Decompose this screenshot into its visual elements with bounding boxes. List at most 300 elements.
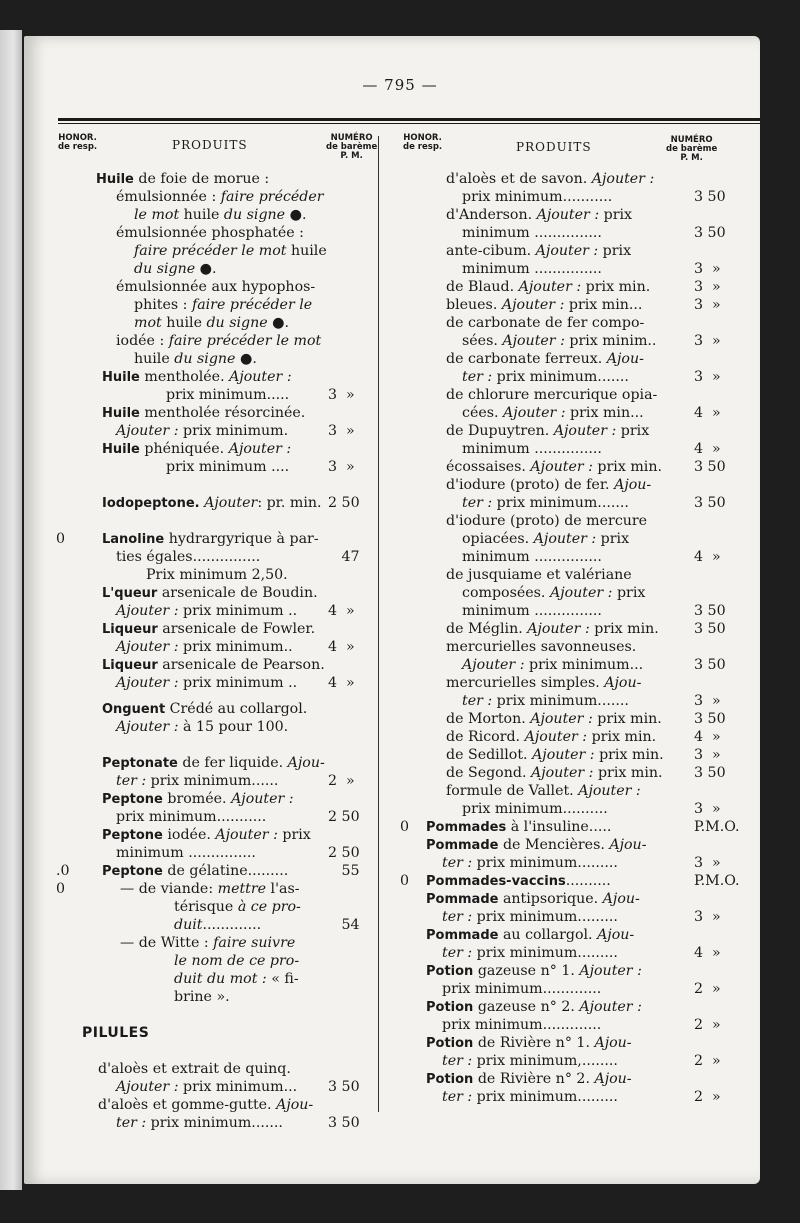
text-fragment: Ajouter : xyxy=(116,603,179,619)
entry-line xyxy=(400,296,721,314)
pm-label: P. M. xyxy=(680,153,703,163)
bareme-number: 3 50 xyxy=(328,1079,360,1095)
product-text xyxy=(98,1060,291,1078)
text-fragment: Ajouter : xyxy=(549,585,613,601)
row-spacer xyxy=(56,736,374,754)
product-text xyxy=(102,404,305,423)
text-fragment: Ajou- xyxy=(276,1097,314,1113)
product-text xyxy=(116,674,297,692)
entry-line xyxy=(56,602,374,620)
text-fragment: de Morton. xyxy=(446,711,531,727)
text-fragment: mentholée résorcinée. xyxy=(139,405,306,421)
section-heading: PILULES xyxy=(82,1025,150,1041)
entry-line xyxy=(400,422,710,440)
product-text xyxy=(462,692,629,710)
entry-line xyxy=(400,836,710,854)
entry-line xyxy=(400,800,721,818)
text-fragment: prix minimum...... xyxy=(146,773,279,789)
product-text xyxy=(166,386,289,404)
entry-line xyxy=(400,746,721,764)
text-fragment: prix xyxy=(616,423,650,439)
text-fragment: Ajouter : xyxy=(524,729,588,745)
text-fragment: Ajouter : xyxy=(503,405,566,421)
text-fragment: prix xyxy=(599,207,633,223)
text-fragment: gazeuse n° 1. xyxy=(473,963,580,979)
text-fragment: prix minimum........... xyxy=(116,809,267,825)
product-text xyxy=(426,998,642,1017)
entry-line xyxy=(400,494,726,512)
text-fragment: Ajouter : xyxy=(116,675,179,691)
entry-line xyxy=(400,764,726,782)
text-fragment: de chlorure mercurique opia- xyxy=(446,387,658,403)
text-fragment: ............. xyxy=(202,917,262,933)
text-fragment: de viande: xyxy=(138,881,218,897)
text-fragment: huile xyxy=(179,207,224,223)
product-text xyxy=(446,350,644,368)
product-text xyxy=(102,754,325,773)
numero-label: NUMÉRO xyxy=(670,135,713,145)
product-text xyxy=(446,512,647,530)
entry-line xyxy=(400,1052,721,1070)
bareme-number: 4 » xyxy=(694,405,721,421)
entry-line xyxy=(400,872,740,890)
text-fragment: Ajouter : xyxy=(116,639,179,655)
text-fragment: l'as- xyxy=(266,881,300,897)
product-text xyxy=(116,808,266,826)
text-fragment: ter : xyxy=(462,693,493,709)
text-fragment: à l'insuline..... xyxy=(506,819,612,835)
text-fragment: duit du mot : xyxy=(174,971,267,987)
bareme-number: 3 » xyxy=(328,423,355,439)
text-fragment: Ajouter : xyxy=(578,783,641,799)
text-fragment: de Méglin. xyxy=(446,621,528,637)
text-fragment: de Blaud. xyxy=(446,279,519,295)
product-text xyxy=(134,314,289,332)
entry-line xyxy=(400,1070,710,1088)
product-text xyxy=(102,620,315,639)
text-fragment: d'aloès et gomme-gutte. xyxy=(98,1097,277,1113)
text-fragment: Ajouter : xyxy=(532,747,595,763)
product-keyword: L'queur xyxy=(102,586,158,601)
text-fragment: de Rivière n° 1. xyxy=(473,1035,595,1051)
entry-line xyxy=(56,242,374,260)
text-fragment: de gélatine......... xyxy=(162,863,289,879)
text-fragment: duit xyxy=(174,917,203,933)
text-fragment: ter : xyxy=(442,1053,473,1069)
text-fragment: faire suivre xyxy=(213,935,296,951)
product-text xyxy=(134,260,217,278)
bareme-label: de barème xyxy=(666,144,718,154)
product-text xyxy=(116,548,260,566)
product-text xyxy=(116,844,256,862)
text-fragment: prix minimum.......... xyxy=(462,801,608,817)
text-fragment: de Ricord. xyxy=(446,729,525,745)
product-text xyxy=(116,224,304,242)
entry-line xyxy=(400,512,710,530)
bareme-number: 3 50 xyxy=(694,765,726,781)
bareme-number: 3 50 xyxy=(694,459,726,475)
bareme-number: 3 50 xyxy=(694,657,726,673)
entry-line xyxy=(56,1114,374,1132)
bareme-number: 2 » xyxy=(328,773,355,789)
bareme-number: 4 » xyxy=(694,729,721,745)
entry-line xyxy=(56,314,374,332)
entry-line xyxy=(56,952,374,970)
row-spacer xyxy=(56,512,374,530)
entry-line xyxy=(400,386,710,404)
text-fragment: le nom de ce pro- xyxy=(174,953,300,969)
entry-line xyxy=(56,494,374,512)
row-spacer xyxy=(56,692,374,700)
resp-label: de resp. xyxy=(403,142,443,152)
text-fragment: prix minimum....... xyxy=(492,369,629,385)
product-text xyxy=(82,1024,149,1042)
text-fragment: mot xyxy=(134,315,162,331)
entry-line xyxy=(400,242,710,260)
product-text xyxy=(116,1078,297,1096)
text-fragment: prix minimum.. xyxy=(178,639,293,655)
entry-line xyxy=(56,1096,374,1114)
product-text xyxy=(134,242,327,260)
text-fragment: prix minimum......... xyxy=(472,945,618,961)
honor-label: HONOR. xyxy=(58,133,97,143)
entry-line xyxy=(400,224,726,242)
product-text xyxy=(134,296,312,314)
entry-line xyxy=(400,638,710,656)
text-fragment: ter : xyxy=(442,855,473,871)
bareme-number: 2 50 xyxy=(328,809,360,825)
entry-line xyxy=(400,170,710,188)
product-text xyxy=(426,818,611,837)
product-keyword: Pommades-vaccins xyxy=(426,874,566,889)
text-fragment: Ajouter : xyxy=(527,621,590,637)
product-text xyxy=(442,980,601,998)
entry-line xyxy=(56,530,374,548)
text-fragment: mettre xyxy=(217,881,267,897)
product-keyword: Peptone xyxy=(102,792,163,807)
text-fragment: Ajouter : xyxy=(215,827,278,843)
entry-line xyxy=(56,1060,374,1078)
text-fragment: : pr. min. xyxy=(257,495,322,511)
product-text xyxy=(102,584,318,603)
text-fragment: prix min. xyxy=(589,621,659,637)
entry-line xyxy=(400,854,721,872)
text-fragment: faire précéder le mot xyxy=(134,243,287,259)
entry-line xyxy=(56,584,374,602)
text-fragment: prix minimum......... xyxy=(472,855,618,871)
text-fragment: faire précéder le mot xyxy=(168,333,322,349)
right-produits-header: PRODUITS xyxy=(516,140,592,154)
bareme-number: 2 50 xyxy=(328,495,360,511)
text-fragment: prix minimum......... xyxy=(472,909,618,925)
entry-line xyxy=(400,1016,721,1034)
product-text xyxy=(426,1070,632,1089)
text-fragment: Ajou- xyxy=(594,1035,632,1051)
product-text xyxy=(166,458,289,476)
text-fragment: minimum ............... xyxy=(462,441,602,457)
entry-line xyxy=(56,916,374,934)
text-fragment: cées. xyxy=(462,405,504,421)
bareme-label: de barème xyxy=(326,142,378,152)
right-numero-header xyxy=(666,136,717,163)
text-fragment: ter : xyxy=(442,945,473,961)
entry-line xyxy=(56,790,374,808)
entry-line xyxy=(400,602,726,620)
entry-line xyxy=(400,962,710,980)
text-fragment: Ajouter xyxy=(199,495,258,511)
product-text xyxy=(446,296,642,314)
bareme-number: 3 » xyxy=(694,801,721,817)
text-fragment: bromée. xyxy=(162,791,232,807)
text-fragment: prix min. xyxy=(593,765,663,781)
text-fragment: phéniquée. xyxy=(139,441,229,457)
product-text xyxy=(446,620,659,638)
text-fragment: minimum ............... xyxy=(462,261,602,277)
text-fragment: huile xyxy=(134,351,175,367)
entry-line xyxy=(56,404,374,422)
product-text xyxy=(462,530,629,548)
product-text xyxy=(446,728,656,746)
numero-label: NUMÉRO xyxy=(330,133,373,143)
product-keyword: Pommades xyxy=(426,820,507,835)
entry-line xyxy=(56,206,374,224)
text-fragment: prix minimum .. xyxy=(178,675,298,691)
product-text xyxy=(442,944,618,962)
bareme-number: 54 xyxy=(328,917,360,933)
text-fragment: prix min... xyxy=(565,405,644,421)
entry-line xyxy=(56,638,374,656)
entry-line xyxy=(56,224,374,242)
product-text xyxy=(462,584,645,602)
text-fragment: prix minimum........... xyxy=(462,189,613,205)
honor-value: 0 xyxy=(56,531,66,547)
text-fragment: prix minimum .... xyxy=(166,459,290,475)
text-fragment: prix minimum..... xyxy=(166,387,290,403)
bareme-number: 2 » xyxy=(694,981,721,997)
bareme-number: 55 xyxy=(328,863,360,879)
entry-line xyxy=(400,548,721,566)
entry-line xyxy=(56,1078,374,1096)
text-fragment: mentholée. xyxy=(139,369,230,385)
bareme-number: 2 » xyxy=(694,1017,721,1033)
entry-line xyxy=(56,422,374,440)
entry-line xyxy=(56,826,374,844)
product-text xyxy=(134,350,257,368)
product-text xyxy=(426,926,634,945)
text-fragment: de Witte : xyxy=(138,935,214,951)
text-fragment: ante-cibum. xyxy=(446,243,536,259)
text-fragment: minimum ............... xyxy=(116,845,256,861)
bareme-number: 4 » xyxy=(694,945,721,961)
product-keyword: Potion xyxy=(426,1000,474,1015)
product-text xyxy=(116,718,288,736)
text-fragment: prix minimum... xyxy=(178,1079,298,1095)
entry-line xyxy=(400,926,710,944)
text-fragment: sées. xyxy=(462,333,503,349)
product-text xyxy=(174,952,299,970)
bareme-number: 3 50 xyxy=(328,1115,360,1131)
product-text xyxy=(462,224,602,242)
product-text xyxy=(116,332,321,350)
product-text xyxy=(462,404,644,422)
text-fragment: à 15 pour 100. xyxy=(178,719,289,735)
text-fragment: Ajouter : xyxy=(533,531,597,547)
product-text xyxy=(462,260,602,278)
bareme-number: P.M.O. xyxy=(694,819,740,835)
product-text xyxy=(462,440,602,458)
product-keyword: Huile xyxy=(102,370,140,385)
product-text xyxy=(462,368,629,386)
product-text xyxy=(174,970,299,988)
entry-line xyxy=(400,890,710,908)
product-text xyxy=(174,898,301,916)
entry-line xyxy=(56,808,374,826)
text-fragment: du signe xyxy=(174,351,236,367)
product-text xyxy=(134,206,306,224)
product-keyword: Liqueur xyxy=(102,658,158,673)
product-text xyxy=(102,862,288,881)
honor-value: .0 xyxy=(56,863,70,879)
text-fragment: Ajouter : xyxy=(535,243,599,259)
text-fragment: Prix minimum 2,50. xyxy=(146,567,288,583)
bareme-number: 3 » xyxy=(694,369,721,385)
entry-line xyxy=(56,350,374,368)
text-fragment: prix xyxy=(612,585,646,601)
text-fragment: ●. xyxy=(267,315,290,331)
product-keyword: Lanoline xyxy=(102,532,165,547)
bareme-number: 3 50 xyxy=(694,225,726,241)
text-fragment: au collargol. xyxy=(498,927,598,943)
entry-line xyxy=(56,386,374,404)
entry-line xyxy=(400,440,721,458)
honor-value: 0 xyxy=(56,881,66,897)
text-fragment: d'iodure (proto) de mercure xyxy=(446,513,648,529)
bareme-number: 3 50 xyxy=(694,603,726,619)
product-text xyxy=(446,278,650,296)
text-fragment: faire précéder le xyxy=(191,297,313,313)
honor-value: 0 xyxy=(400,873,410,889)
text-fragment: de foie de morue : xyxy=(133,171,270,187)
entry-line xyxy=(400,782,710,800)
product-text xyxy=(102,656,325,675)
text-fragment: prix minimum .. xyxy=(178,603,298,619)
entry-line xyxy=(56,548,374,566)
bareme-number: 3 50 xyxy=(694,711,726,727)
product-text xyxy=(446,170,654,188)
column-divider xyxy=(378,136,379,1112)
bareme-number: 4 » xyxy=(328,603,355,619)
entry-line xyxy=(400,584,710,602)
product-text xyxy=(426,872,611,891)
resp-label: de resp. xyxy=(58,142,98,152)
text-fragment: minimum ............... xyxy=(462,603,602,619)
bareme-number: 47 xyxy=(328,549,360,565)
entry-line xyxy=(56,772,374,790)
product-text xyxy=(462,188,612,206)
text-fragment: prix minimum............. xyxy=(442,981,602,997)
text-fragment: Ajouter : xyxy=(579,963,642,979)
text-fragment: Crédé au collargol. xyxy=(165,701,308,717)
text-fragment: Ajou- xyxy=(609,837,647,853)
text-fragment: composées. xyxy=(462,585,550,601)
bareme-number: 3 » xyxy=(694,261,721,277)
row-spacer xyxy=(56,476,374,494)
product-text xyxy=(102,790,294,809)
product-text xyxy=(442,908,618,926)
text-fragment: de jusquiame et valériane xyxy=(446,567,632,583)
entry-line xyxy=(400,530,710,548)
product-text xyxy=(120,934,295,952)
text-fragment: Ajou- xyxy=(604,675,642,691)
entry-line xyxy=(56,368,374,386)
entry-line xyxy=(400,332,721,350)
text-fragment: prix minimum............. xyxy=(442,1017,602,1033)
text-fragment: Ajouter : xyxy=(116,423,179,439)
entry-line xyxy=(56,278,374,296)
pm-label: P. M. xyxy=(340,151,363,161)
bareme-number: 3 50 xyxy=(694,495,726,511)
text-fragment: huile xyxy=(286,243,327,259)
text-fragment: bleues. xyxy=(446,297,502,313)
bareme-number: 4 » xyxy=(328,675,355,691)
text-fragment: Ajouter : xyxy=(116,719,179,735)
entry-line xyxy=(56,1024,374,1042)
entry-line xyxy=(400,818,740,836)
product-keyword: Liqueur xyxy=(102,622,158,637)
product-text xyxy=(120,880,300,898)
text-fragment: le mot xyxy=(134,207,180,223)
left-numero-header xyxy=(326,134,377,161)
entry-line xyxy=(400,404,721,422)
text-fragment: d'aloès et de savon. xyxy=(446,171,592,187)
text-fragment: Ajouter : xyxy=(553,423,617,439)
product-text xyxy=(116,772,278,790)
text-fragment: prix min... xyxy=(564,297,643,313)
entry-line xyxy=(400,728,721,746)
bareme-number: 3 » xyxy=(328,459,355,475)
text-fragment: minimum ............... xyxy=(462,225,602,241)
product-text xyxy=(446,782,641,800)
text-fragment: ter : xyxy=(462,495,493,511)
product-keyword: Peptone xyxy=(102,864,163,879)
entry-line xyxy=(400,944,721,962)
entry-line xyxy=(56,458,374,476)
text-fragment: ter : xyxy=(116,1115,147,1131)
text-fragment: prix minimum....... xyxy=(146,1115,283,1131)
text-fragment: prix minimum....... xyxy=(492,495,629,511)
product-text xyxy=(446,476,651,494)
entry-line xyxy=(400,620,726,638)
text-fragment: ter : xyxy=(116,773,147,789)
text-fragment: Ajouter : xyxy=(462,657,525,673)
text-fragment: antipsorique. xyxy=(498,891,603,907)
text-fragment: Ajouter : xyxy=(579,999,642,1015)
entry-line xyxy=(400,566,710,584)
header-rule-thick xyxy=(58,118,761,121)
product-text xyxy=(442,1052,618,1070)
text-fragment: Ajouter : xyxy=(591,171,655,187)
bareme-number: 3 » xyxy=(694,909,721,925)
text-fragment: prix minimum. xyxy=(178,423,289,439)
left-column xyxy=(56,170,374,1132)
product-text xyxy=(446,746,664,764)
text-fragment: prix min. xyxy=(592,459,662,475)
product-text xyxy=(116,278,315,296)
entry-line xyxy=(56,880,374,898)
text-fragment: brine ». xyxy=(174,989,230,1005)
text-fragment: de Sedillot. xyxy=(446,747,533,763)
text-fragment: prix min. xyxy=(581,279,651,295)
